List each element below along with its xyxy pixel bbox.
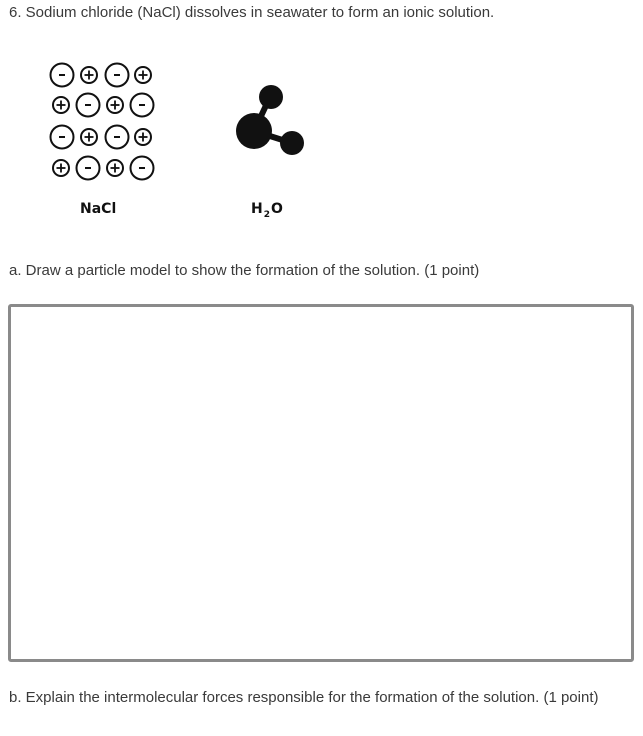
h2o-label-subscript: 2	[263, 210, 270, 220]
question-part-b: b. Explain the intermolecular forces responsible for the formation of the solution. (1 point)	[9, 689, 599, 706]
chloride-ion	[106, 64, 129, 87]
chloride-ion	[51, 64, 74, 87]
sodium-ion	[53, 160, 69, 176]
question-part-a: a. Draw a particle model to show the formation of the solution. (1 point)	[9, 262, 480, 279]
oxygen-atom	[236, 113, 272, 149]
question-title: 6. Sodium chloride (NaCl) dissolves in seawater to form an ionic solution.	[9, 4, 495, 21]
h2o-label-o: O	[270, 201, 283, 217]
chloride-ion	[131, 157, 154, 180]
chloride-ion	[131, 94, 154, 117]
h2o-label	[251, 201, 283, 220]
chloride-ion	[77, 157, 100, 180]
hydrogen-atom-right	[280, 131, 304, 155]
hydrogen-atom-top	[259, 85, 283, 109]
sodium-ion	[135, 67, 151, 83]
chloride-ion	[51, 126, 74, 149]
sodium-ion	[107, 160, 123, 176]
sodium-ion	[107, 97, 123, 113]
sodium-ion	[81, 67, 97, 83]
h2o-label-h: H	[251, 201, 263, 217]
nacl-label: NaCl	[80, 201, 117, 217]
sodium-ion	[81, 129, 97, 145]
sodium-ion	[135, 129, 151, 145]
nacl-lattice	[51, 64, 154, 180]
drawing-answer-box[interactable]	[8, 304, 634, 662]
chloride-ion	[106, 126, 129, 149]
water-molecule	[236, 85, 304, 155]
chloride-ion	[77, 94, 100, 117]
sodium-ion	[53, 97, 69, 113]
